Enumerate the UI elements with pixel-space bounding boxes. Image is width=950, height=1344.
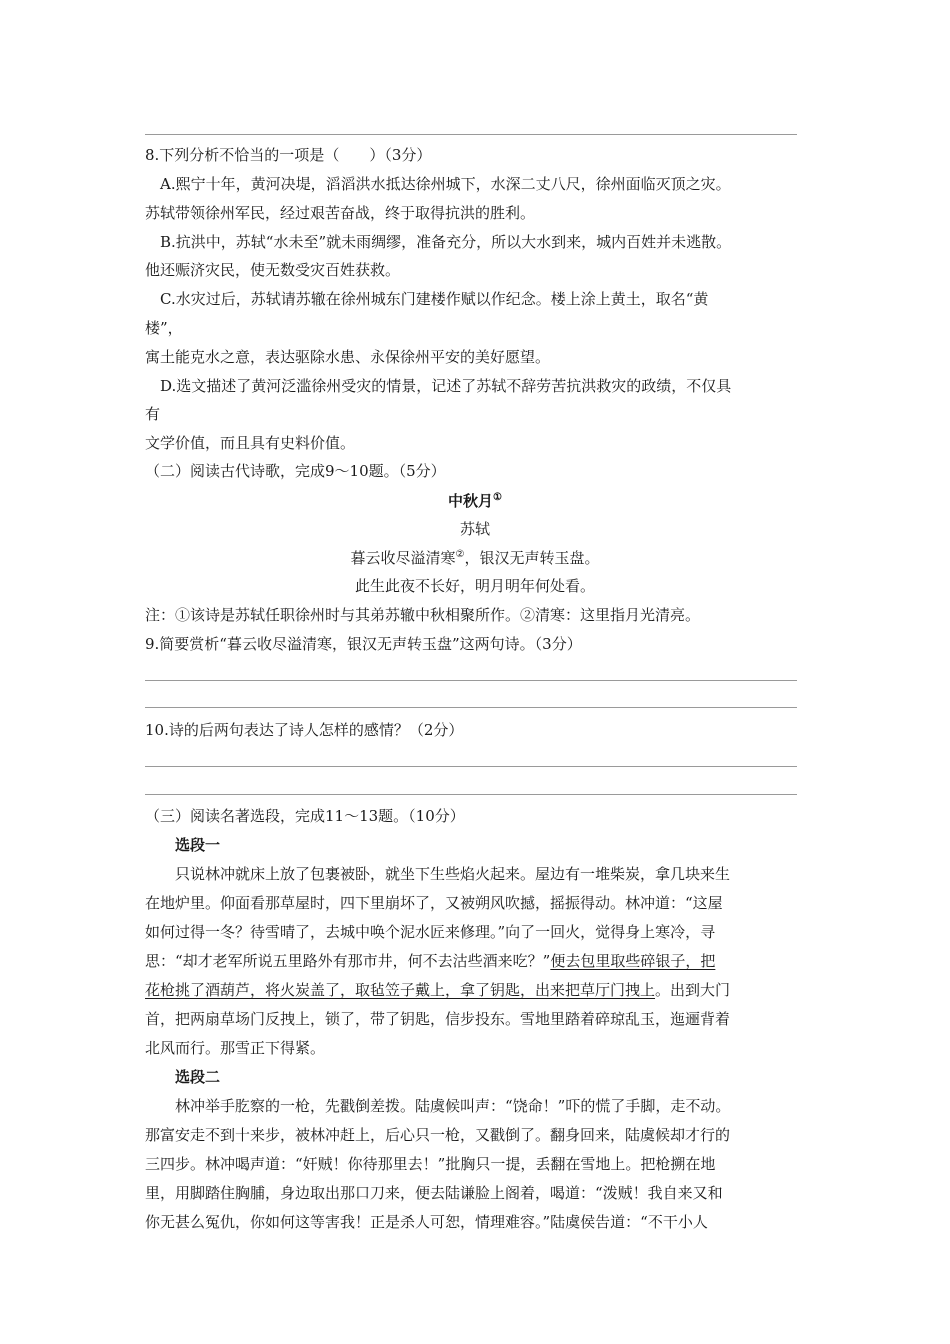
section-3-heading: （三）阅读名著选段，完成11～13题。（10分） (145, 807, 465, 825)
underlined-passage: 花枪挑了酒葫芦，将火炭盖了，取毡笠子戴上，拿了钥匙，出来把草厅门拽上 (145, 981, 656, 999)
excerpt-1-line: 思：“却才老军所说五里路外有那市井，何不去沽些酒来吃？”便去包里取些碎银子，把 (145, 952, 716, 970)
option-b-line2: 他还赈济灾民，使无数受灾百姓获救。 (145, 261, 401, 279)
question-9: 9.简要赏析“暮云收尽溢清寒，银汉无声转玉盘”这两句诗。（3分） (145, 635, 582, 653)
answer-line (145, 766, 797, 767)
option-c-line2: 楼”， (145, 319, 183, 337)
option-d-line3: 文学价值，而且具有史料价值。 (145, 434, 356, 452)
poem-title: 中秋月① (448, 492, 502, 510)
excerpt-1-line: 在地炉里。仰面看那草屋时，四下里崩坏了，又被朔风吹撼，摇振得动。林冲道：“这屋 (145, 894, 723, 912)
answer-line (145, 680, 797, 681)
question-8-stem: 8.下列分析不恰当的一项是（ ）（3分） (145, 146, 432, 164)
option-c-line1: C.水灾过后，苏轼请苏辙在徐州城东门建楼作赋以作纪念。楼上涂上黄土，取名“黄 (160, 290, 709, 308)
answer-line (145, 707, 797, 708)
poem-line-2: 此生此夜不长好，明月明年何处看。 (354, 577, 595, 595)
poem-line-1: 暮云收尽溢清寒②，银汉无声转玉盘。 (350, 549, 600, 567)
question-10: 10.诗的后两句表达了诗人怎样的感情？（2分） (145, 721, 464, 739)
option-a-line1: A.熙宁十年，黄河决堤，滔滔洪水抵达徐州城下，水深二丈八尺，徐州面临灭顶之灾。 (160, 175, 731, 193)
excerpt-2-line: 你无甚么冤仇，你如何这等害我！正是杀人可恕，情理难容。”陆虞侯告道：“不干小人 (145, 1213, 708, 1231)
excerpt-2-line: 那富安走不到十来步，被林冲赶上，后心只一枪，又戳倒了。翻身回来，陆虞候却才行的 (145, 1126, 731, 1144)
option-d-line1: D.选文描述了黄河泛滥徐州受灾的情景，记述了苏轼不辞劳苦抗洪救灾的政绩，不仅具 (160, 377, 732, 395)
excerpt-1-line: 花枪挑了酒葫芦，将火炭盖了，取毡笠子戴上，拿了钥匙，出来把草厅门拽上。出到大门 (145, 981, 731, 999)
option-c-line3: 寓土能克水之意，表达驱除水患、永保徐州平安的美好愿望。 (145, 348, 551, 366)
excerpt-2-line: 里，用脚踏住胸脯，身边取出那口刀来，便去陆谦脸上阁着，喝道：“泼贼！我自来又和 (145, 1184, 723, 1202)
excerpt-1-line: 北风而行。那雪正下得紧。 (145, 1039, 326, 1057)
excerpt-1-title: 选段一 (175, 836, 221, 854)
option-b-line1: B.抗洪中，苏轼“水未至”就未雨绸缪，准备充分，所以大水到来，城内百姓并未逃散。 (160, 233, 732, 251)
answer-line (145, 134, 797, 135)
poem-note: 注：①该诗是苏轼任职徐州时与其弟苏辙中秋相聚所作。②清寒：这里指月光清亮。 (145, 606, 701, 624)
excerpt-2-line: 三四步。林冲喝声道：“奸贼！你待那里去！”批胸只一提，丢翻在雪地上。把枪搠在地 (145, 1155, 716, 1173)
option-d-line2: 有 (145, 405, 161, 423)
excerpt-2-line: 林冲举手肐察的一枪，先戳倒差拨。陆虞候叫声：“饶命！”吓的慌了手脚，走不动。 (175, 1097, 731, 1115)
excerpt-1-line: 首，把两扇草场门反拽上，锁了，带了钥匙，信步投东。雪地里踏着碎琼乱玉，迤逦背着 (145, 1010, 731, 1028)
excerpt-1-line: 如何过得一冬？待雪晴了，去城中唤个泥水匠来修理。”向了一回火，觉得身上寒冷，寻 (145, 923, 716, 941)
answer-line (145, 794, 797, 795)
option-a-line2: 苏轼带领徐州军民，经过艰苦奋战，终于取得抗洪的胜利。 (145, 204, 536, 222)
excerpt-2-title: 选段二 (175, 1068, 221, 1086)
poem-author: 苏轼 (459, 520, 490, 538)
excerpt-1-line: 只说林冲就床上放了包裹被卧，就坐下生些焰火起来。屋边有一堆柴炭，拿几块来生 (175, 865, 731, 883)
section-2-heading: （二）阅读古代诗歌，完成9～10题。（5分） (145, 462, 446, 480)
underlined-passage: 便去包里取些碎银子，把 (550, 952, 716, 970)
